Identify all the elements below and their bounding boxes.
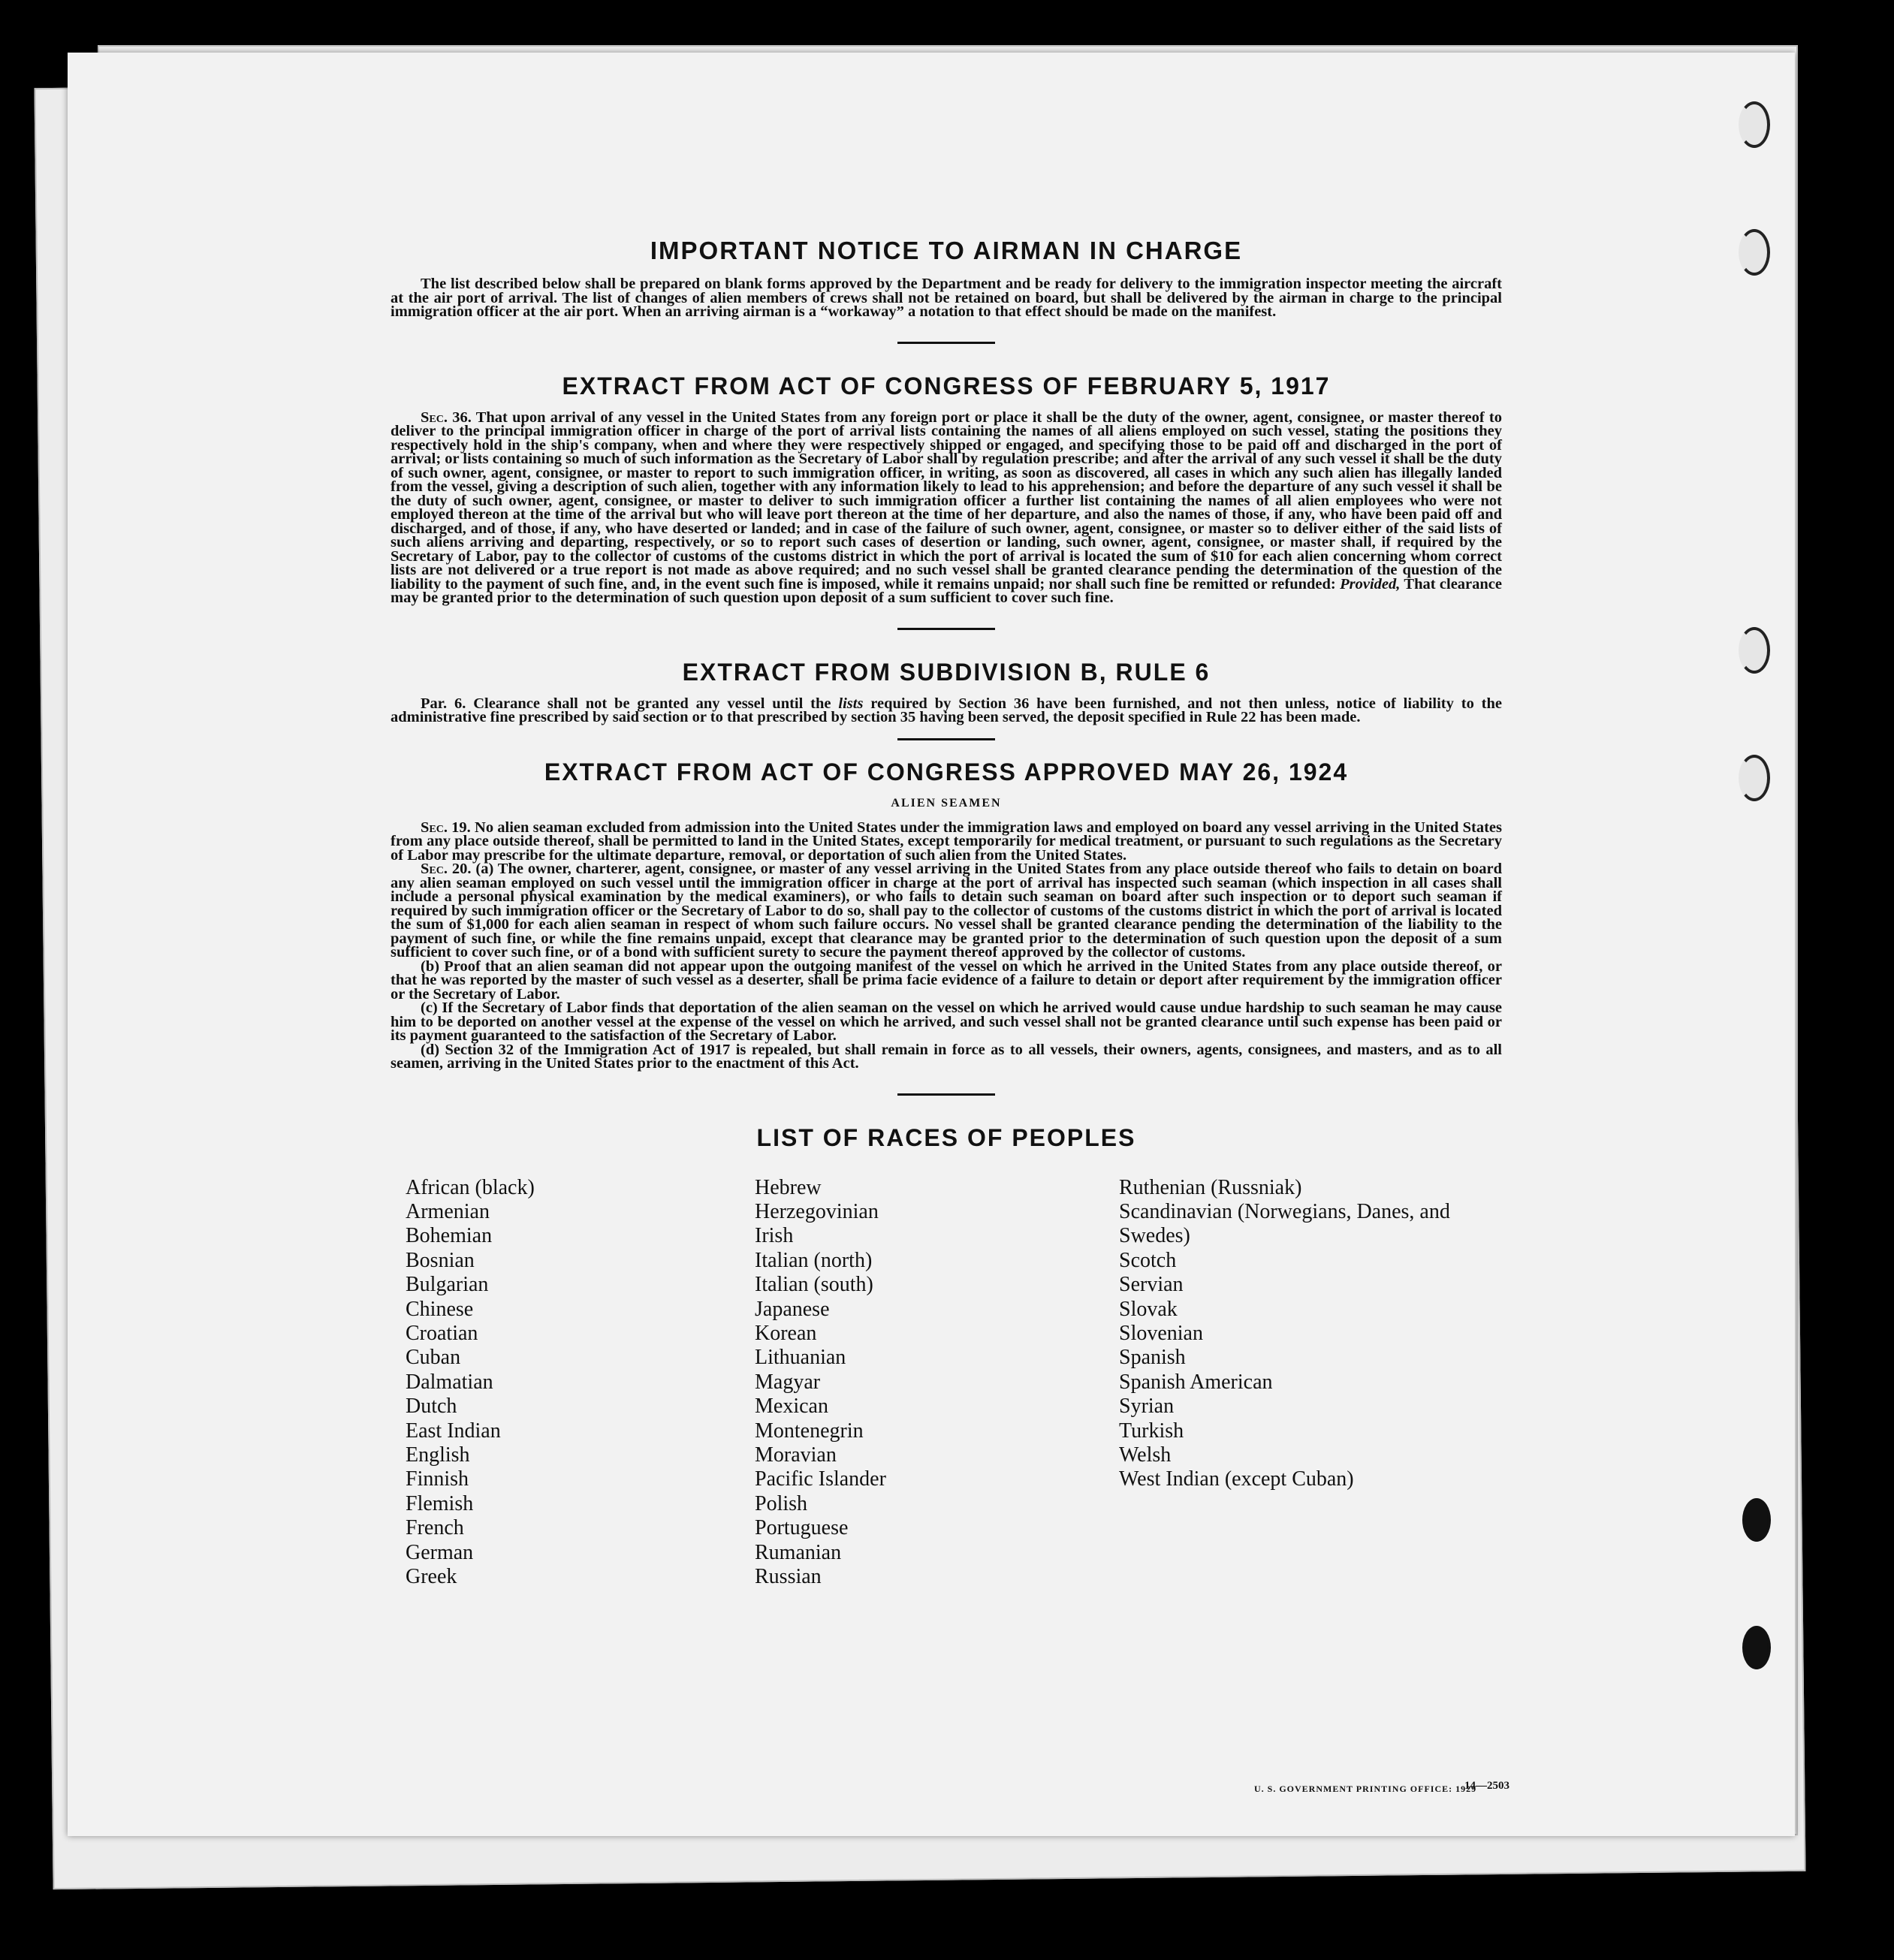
- race-item: French: [406, 1516, 464, 1540]
- race-item: Servian: [1119, 1273, 1184, 1297]
- notice-title: IMPORTANT NOTICE TO AIRMAN IN CHARGE: [650, 237, 1243, 264]
- race-item: Slovenian: [1119, 1321, 1203, 1345]
- race-item: Polish: [755, 1491, 808, 1515]
- section-text: No alien seaman excluded from admission into the United States under the immigration laws and employed on board any vessel arriving in the United States from any place outside thereof, shall be permitted to land in the United States, except temporarily for medical treatment, or pursuant to such regulations as the Secretary of Labor may prescribe for the ultimate departure, removal, or deportation of such alien from the United States.: [391, 819, 1502, 864]
- section-label: Sec. 19.: [421, 819, 471, 836]
- race-item: East Indian: [406, 1419, 501, 1443]
- race-item: African (black): [406, 1175, 535, 1199]
- race-item: Bulgarian: [406, 1273, 489, 1297]
- race-item: Ruthenian (Russniak): [1119, 1175, 1302, 1199]
- binder-hole: [1739, 755, 1770, 801]
- race-item: Japanese: [755, 1297, 830, 1321]
- race-item: Magyar: [755, 1370, 821, 1394]
- races-column-2: [755, 1176, 1119, 1590]
- divider: [897, 738, 995, 740]
- race-item: Flemish: [406, 1491, 474, 1515]
- race-item: Armenian: [406, 1199, 490, 1223]
- race-item: Scotch: [1119, 1248, 1177, 1272]
- divider: [897, 628, 995, 630]
- notice-text: The list described below shall be prepared on blank forms approved by the Department and be ready for delivery to the immigration inspector meeting the aircraft at the air port of arrival. The list of changes of alien members of crews shall not be retained on board, but shall be delivered by the airman in charge to the principal immigration officer at the air port. When an arriving airman is a “workaway” a notation to that effect should be made on the manifest.: [391, 276, 1502, 320]
- section-label: Sec. 20.: [421, 861, 472, 877]
- extract-1917-text: [391, 411, 1502, 605]
- race-item: Lithuanian: [755, 1346, 846, 1370]
- race-item: Mexican: [755, 1395, 828, 1419]
- races-title: LIST OF RACES OF PEOPLES: [756, 1123, 1136, 1151]
- section-label: Sec. 36.: [421, 409, 472, 426]
- extract-rule6-text: [391, 697, 1502, 725]
- section-text-italic: Provided,: [1340, 575, 1401, 593]
- race-item: Herzegovinian: [755, 1199, 879, 1223]
- race-item: West Indian (except Cuban): [1119, 1467, 1354, 1491]
- divider: [897, 1093, 995, 1096]
- paragraph-text-italic: lists: [838, 695, 864, 712]
- sec-20a-text: [391, 862, 1502, 960]
- race-item: Montenegrin: [755, 1419, 864, 1443]
- races-list: [391, 1176, 1502, 1590]
- race-item: Portuguese: [755, 1516, 849, 1540]
- printing-office-imprint: U. S. GOVERNMENT PRINTING OFFICE: 1929: [1254, 1784, 1477, 1794]
- sec-19-text: [391, 821, 1502, 863]
- race-item: Irish: [755, 1224, 794, 1248]
- section-text: That clearance may be granted prior to the determination of such question upon deposit of a sum sufficient to cover such fine.: [391, 575, 1502, 606]
- race-item: Korean: [755, 1321, 817, 1345]
- sec-20b-text: (b) Proof that an alien seaman did not appear upon the outgoing manifest of the vessel on which he arrived in the United States from any place outside thereof, or that he was reported by the master of such vessel as a deserter, shall be prima facie evidence of a failure to detain or deport after requirement by the immigration officer or the Secretary of Labor.: [391, 957, 1502, 1003]
- race-item: Pacific Islander: [755, 1467, 886, 1491]
- races-column-1: [391, 1176, 755, 1590]
- page-content: [391, 184, 1502, 1589]
- binder-hole: [1742, 1626, 1771, 1669]
- binder-hole: [1739, 101, 1770, 148]
- races-column-3: [1119, 1176, 1483, 1590]
- extract-1924-subtitle: ALIEN SEAMEN: [891, 796, 1002, 810]
- extract-rule6-title: EXTRACT FROM SUBDIVISION B, RULE 6: [682, 658, 1211, 686]
- divider: [897, 342, 995, 344]
- form-number: 14—2503: [1464, 1780, 1509, 1792]
- race-item: Italian (north): [755, 1248, 873, 1272]
- binder-hole: [1739, 627, 1770, 674]
- race-item: Dutch: [406, 1395, 457, 1419]
- paragraph-text: required by Section 36 have been furnished, and not then unless, notice of liability to the administrative fine prescribed by said section or to that prescribed by section 35 having been served, the deposit specified in Rule 22 has been made.: [391, 695, 1502, 725]
- document-page: [68, 53, 1795, 1836]
- race-item: Rumanian: [755, 1540, 842, 1564]
- race-item: Slovak: [1119, 1297, 1178, 1321]
- sec-20d-text: (d) Section 32 of the Immigration Act of 1917 is repealed, but shall remain in force as to all vessels, their owners, agents, consignees, and masters, and as to all seamen, arriving in the United States prior to the enactment of this Act.: [391, 1041, 1502, 1072]
- race-item: German: [406, 1540, 474, 1564]
- race-item: Syrian: [1119, 1395, 1175, 1419]
- race-item: Finnish: [406, 1467, 469, 1491]
- binder-hole: [1739, 229, 1770, 276]
- extract-1917-title: EXTRACT FROM ACT OF CONGRESS OF FEBRUARY 5, 1917: [562, 372, 1331, 400]
- binder-hole: [1742, 1498, 1771, 1542]
- extract-1924-title: EXTRACT FROM ACT OF CONGRESS APPROVED MAY 26, 1924: [544, 758, 1349, 786]
- race-item: Cuban: [406, 1346, 461, 1370]
- race-item: Welsh: [1119, 1443, 1172, 1467]
- race-item: Greek: [406, 1565, 457, 1588]
- race-item: Scandinavian (Norwegians, Danes, and Swedes): [1119, 1199, 1450, 1248]
- race-item: English: [406, 1443, 470, 1467]
- race-item: Spanish American: [1119, 1370, 1273, 1394]
- race-item: Bosnian: [406, 1248, 475, 1272]
- race-item: Moravian: [755, 1443, 837, 1467]
- race-item: Bohemian: [406, 1224, 493, 1248]
- section-text: That upon arrival of any vessel in the United States from any foreign port or place it shall be the duty of the owner, agent, consignee, or master thereof to deliver to the principal immigration officer in charge of the port of arrival lists containing the names of all aliens employed on such vessel, stating the positions they respectively hold in the ship's company, when and where they were respectively shipped or engaged, and specifying those to be paid off and discharged in the port of arrival; or lists containing so much of such information as the Secretary of Labor shall by regulation prescribe; and after the arrival of any such vessel it shall be the duty of such owner, agent, consignee, or master to report to such immigration officer, in writing, as soon as discovered, all cases in which any such alien has illegally landed from the vessel, giving a description of such alien, together with any information likely to lead to his apprehension; and before the departure of any such vessel it shall be the duty of such owner, agent, consignee, or master to deliver to such immigration officer a further list containing the names of all alien employees who were not employed thereon at the time of the arrival but who will leave port thereon at the time of her departure, and also the names of those, if any, who have been paid off and discharged, and of those, if any, who have deserted or landed; and in case of the failure of such owner, agent, consignee, or master so to deliver either of the said lists of such aliens arriving and departing, respectively, or so to report such cases of desertion or landing, such owner, agent, consignee, or master shall, if required by the Secretary of Labor, pay to the collector of customs of the customs district in which the port of arrival is located the sum of $10 for each alien concerning whom correct lists are not delivered or a true report is not made as above required; and no such vessel shall be granted clearance pending the determination of the question of the liability to the payment of such fine, and, in the event such fine is imposed, while it remains unpaid; nor shall such fine be remitted or refunded:: [391, 409, 1502, 593]
- race-item: Chinese: [406, 1297, 474, 1321]
- sec-20c-text: (c) If the Secretary of Labor finds that deportation of the alien seaman on the vessel on which he arrived would cause undue hardship to such seaman he may cause him to be deported on another vessel at the expense of the vessel on which he arrived, and such vessel shall not be granted clearance until such expense has been paid or its payment guaranteed to the satisfaction of the Secretary of Labor.: [391, 1000, 1502, 1044]
- race-item: Spanish: [1119, 1346, 1186, 1370]
- paragraph-text: Par. 6. Clearance shall not be granted any vessel until the: [421, 695, 831, 712]
- race-item: Dalmatian: [406, 1370, 493, 1394]
- section-text: (a) The owner, charterer, agent, consignee, or master of any vessel arriving in the United States from any place outside thereof who fails to detain on board any alien seaman employed on such vessel until the immigration officer in charge at the port of arrival has inspected such seaman (which inspection in all cases shall include a personal physical examination by the medical examiners), or who fails to detain such seaman on board after such inspection or to deport such seaman if required by such immigration officer or the Secretary of Labor to do so, shall pay to the collector of customs of the customs district in which the port of arrival is located the sum of $1,000 for each alien seaman in respect of whom such failure occurs. No vessel shall be granted clearance pending the determination of the liability to the payment of such fine, or while the fine remains unpaid, except that clearance may be granted prior to the determination of such question upon the deposit of a sum sufficient to cover such fine, or of a bond with sufficient surety to secure the payment thereof approved by the collector of customs.: [391, 861, 1502, 960]
- race-item: Italian (south): [755, 1273, 873, 1297]
- race-item: Croatian: [406, 1321, 478, 1345]
- race-item: Russian: [755, 1565, 822, 1588]
- race-item: Hebrew: [755, 1175, 822, 1199]
- race-item: Turkish: [1119, 1419, 1184, 1443]
